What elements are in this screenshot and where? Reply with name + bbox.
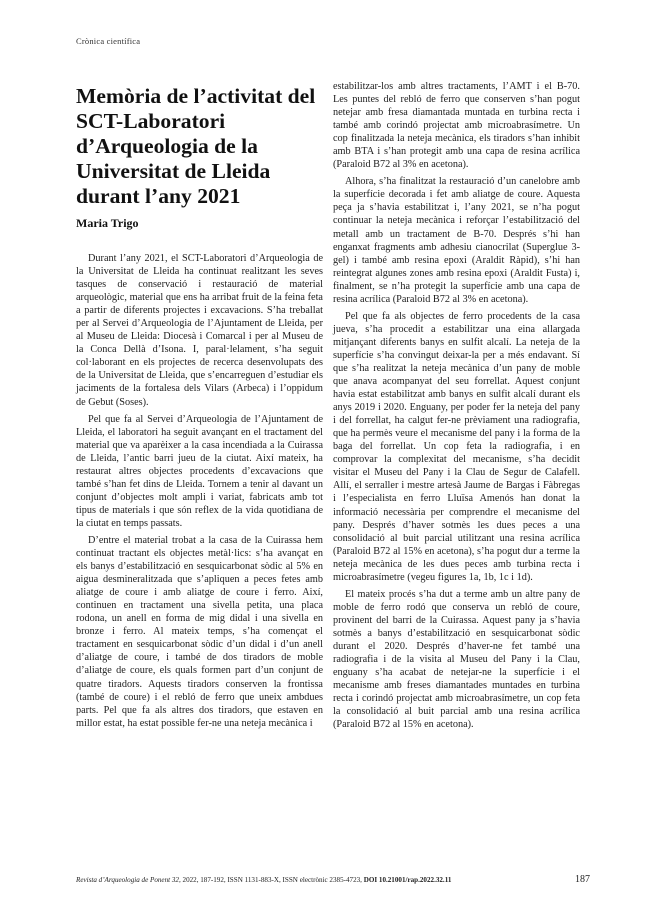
- left-column-body: [76, 252, 323, 730]
- running-head: Crònica científica: [76, 36, 141, 46]
- article-author: Maria Trigo: [76, 216, 139, 230]
- doi: DOI 10.21001/rap.2022.32.11: [363, 876, 452, 884]
- article-title: Memòria de l’activitat del SCT-Laboratori d’Arqueologia de la Universitat de Lleida durant l’any 2021: [76, 84, 316, 208]
- citation-details: , 2022, 187-192, ISSN 1131-883-X, ISSN electrònic 2385-4723,: [178, 876, 364, 884]
- page-number: 187: [575, 874, 590, 885]
- right-column-body: [333, 80, 580, 731]
- journal-citation: [76, 876, 451, 885]
- paragraph: Pel que fa als objectes de ferro procedents de la casa jueva, s’ha procedit a estabilitzar una eina allargada mitjançant diferents banys en sulfit alcalí. La neteja de la superfície s’ha convingut deixar-la per a més endavant. Sí que s’ha realitzat la neteja mecànica d’un pany de moble que anava acompanyat del seu forrellat. Aquest conjunt havia estat estabilitzat amb banys en sulfit alcalí durant els anys 2019 i 2020. Enguany, per poder fer la neteja del pany i del forrellat, ha calgut fer-ne prèviament una radiografia, que ha permès veure el mecanisme del pany i la forma de la baga del forrellat. Un cop feta la radiografia, i en comprovar la complexitat del mecanisme, s’ha decidit visitar el Museu del Pany i la Clau de Segur de Calafell. Allí, el serraller i mestre artesà Jaume de Bargas i Fàbregas i l’especialista en ferro Lluïsa Amenós han donat la informació necessària per comprendre el mecanisme del pany. Després d’haver sotmès les dues peces a una consolidació al buit parcial utilitzant una resina acrílica (Paraloid B72 al 15% en acetona), s’ha pogut dur a terme la neteja mecànica de les dues peces amb turbina recta i microabrasímetre (vegeu figures 1a, 1b, 1c i 1d).: [333, 310, 580, 583]
- paragraph: Alhora, s’ha finalitzat la restauració d’un canelobre amb la superfície decorada i fet amb aliatge de coure. Aquesta peça ja s’havia estabilitzat i, l’any 2021, se n’ha pogut continuar la neteja mecànica i reforçar l’estabilització del metall amb un tractament de B-70. Després s’hi han enganxat fragments amb adhesiu cianocrilat (Superglue 3-gel) i també amb resina epoxi (Araldit Ràpid), s’hi han reintegrat algunes zones amb resina epoxi (Araldit Fusta) i, finalment, se n’ha protegit la superfície amb una capa de resina acrílica (Paraloid B72 al 3% en acetona).: [333, 176, 580, 305]
- left-column: [76, 80, 323, 734]
- paragraph: El mateix procés s’ha dut a terme amb un altre pany de moble de ferro rodó que conserva un rebló de coure, provinent del barri de la Cuirassa. Aquest pany ja s’havia sotmès a banys d’estabilització en sesquicarbonat sòdic durant el 2020. Després d’haver-ne fet també una radiografia i de la visita al Museu del Pany i la Clau, enguany s’ha acabat de netejar-ne la superfície i el mecanisme amb freses diamantades muntades en turbina recta i corindó projectat amb microabrasímetre, un cop feta la consolidació al buit parcial amb una resina acrílica (Paraloid B72 al 15% en acetona).: [333, 588, 580, 731]
- page-footer: [76, 876, 590, 885]
- right-column: [333, 80, 580, 735]
- paragraph: Pel que fa al Servei d’Arqueologia de l’Ajuntament de Lleida, el laboratori ha seguit avançant en el tractament del material que va aparèixer a la casa incendiada a la Cuirassa de Lleida, l’antic barri jueu de la ciutat. Així mateix, ha restaurat altres objectes procedents d’excavacions que també s’han fet dins de Lleida. Tornem a tenir al davant un conjunt d’objectes molt ampli i variat, fabricats amb tot tipus de materials i que són reflex de la vida quotidiana de la ciutat en temps passats.: [76, 413, 323, 529]
- paragraph: Durant l’any 2021, el SCT-Laboratori d’Arqueologia de la Universitat de Lleida ha continuat realitzant les seves tasques de conservació i restauració de material arqueològic, material que ens ha arribat fruit de la feina feta a partir de diferents projectes i excavacions. S’ha treballat per al Servei d’Arqueologia de l’Ajuntament de Lleida, per al Museu de Lleida: Diocesà i Comarcal i per al Museu de la Conca Dellà d’Isona. I, paral·lelament, s’ha seguit col·laborant en els projectes de recerca desenvolupats des de la Universitat de Lleida, que s’encarreguen d’estudiar els jaciments de la fortalesa dels Vilars (Arbeca) i l’oppidum de Gebut (Soses).: [76, 253, 323, 408]
- journal-name: Revista d’Arqueologia de Ponent 32: [76, 876, 179, 884]
- paragraph-continuation: estabilitzar-los amb altres tractaments, l’AMT i el B-70. Les puntes del rebló de ferro que conserven s’han pogut netejar amb fresa diamantada muntada en turbina recta i també amb corindó projectat amb microabrasímetre. Un cop finalitzada la neteja mecànica, els tiradors s’han inhibit amb BTA i s’han protegit amb una capa de resina acrílica (Paraloid B72 al 3% en acetona).: [333, 81, 580, 171]
- paragraph: D’entre el material trobat a la casa de la Cuirassa hem continuat tractant els objectes metàl·lics: s’ha avançat en els banys d’estabilització en sesquicarbonat sòdic al 5% en aigua desmineralitzada que s’apliquen a peces fetes amb aliatge de coure i amb aliatge de coure i ferro. Així, continuen en tractament una sivella petita, una placa rodona, un anell en forma de mig didal i una sivella en bronze i ferro. Al mateix temps, s’ha començat el tractament en sesquicarbonat sòdic d’un didal i d’un anell d’aliatge de coure, i també de dos tiradors de moble d’aliatge de coure, els quals formen part d’un conjunt de quatre tiradors. Aquests tiradors conserven la frontissa (també de coure) i el rebló de ferro que uneix ambdues parts. Pel que fa als altres dos tiradors, que estaven en millor estat, ha estat possible fer-ne una neteja mecànica i: [76, 534, 323, 729]
